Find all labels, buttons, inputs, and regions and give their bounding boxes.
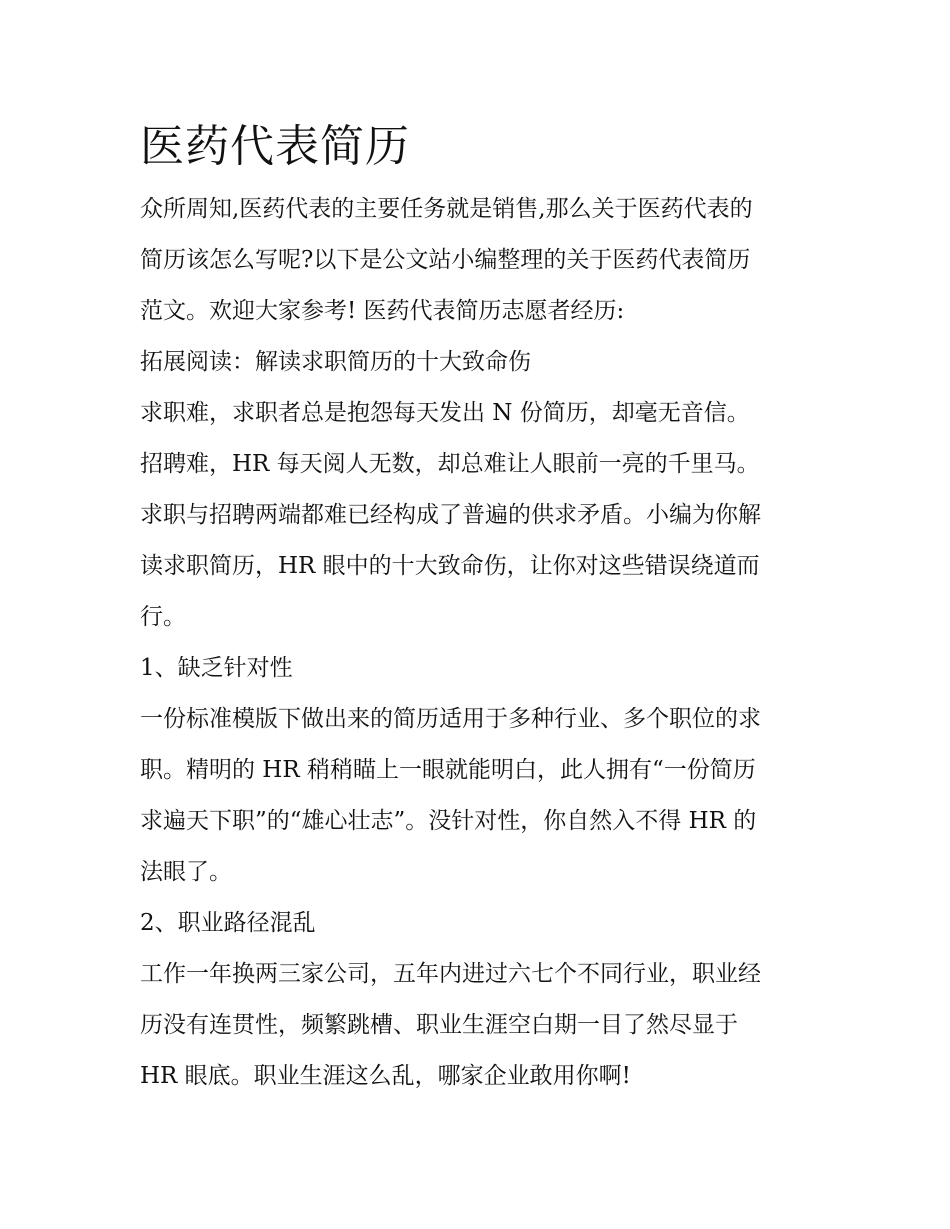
text-line: 求职难，求职者总是抱怨每天发出 N 份简历，却毫无音信。 [140,400,750,426]
section-heading: 2、职业路径混乱 [140,910,316,936]
text-line: 众所周知,医药代表的主要任务就是销售,那么关于医药代表的 [140,196,753,222]
text-line: HR 眼底。职业生涯这么乱，哪家企业敢用你啊! [140,1063,631,1089]
text-line: 法眼了。 [140,859,232,885]
document-title: 医药代表简历 [140,121,410,172]
text-line: 职。精明的 HR 稍稍瞄上一眼就能明白，此人拥有“一份简历 [140,757,756,783]
text-line: 招聘难，HR 每天阅人无数，却总难让人眼前一亮的千里马。 [140,451,760,477]
text-line: 简历该怎么写呢?以下是公文站小编整理的关于医药代表简历 [140,247,751,273]
document-body [140,184,820,1102]
text-line: 拓展阅读：解读求职简历的十大致命伤 [140,349,531,375]
section-heading: 1、缺乏针对性 [140,655,293,681]
text-line: 一份标准模版下做出来的简历适用于多种行业、多个职位的求 [140,706,761,732]
text-line: 行。 [140,604,186,630]
text-line: 求职与招聘两端都难已经构成了普遍的供求矛盾。小编为你解 [140,502,761,528]
text-line: 读求职简历，HR 眼中的十大致命伤，让你对这些错误绕道而 [140,553,760,579]
document-page [140,112,820,1102]
text-line: 求遍天下职”的“雄心壮志”。没针对性，你自然入不得 HR 的 [140,808,757,834]
text-line: 历没有连贯性，频繁跳槽、职业生涯空白期一目了然尽显于 [140,1012,738,1038]
text-line: 工作一年换两三家公司，五年内进过六七个不同行业，职业经 [140,961,761,987]
text-line: 范文。欢迎大家参考! 医药代表简历志愿者经历: [140,298,625,324]
